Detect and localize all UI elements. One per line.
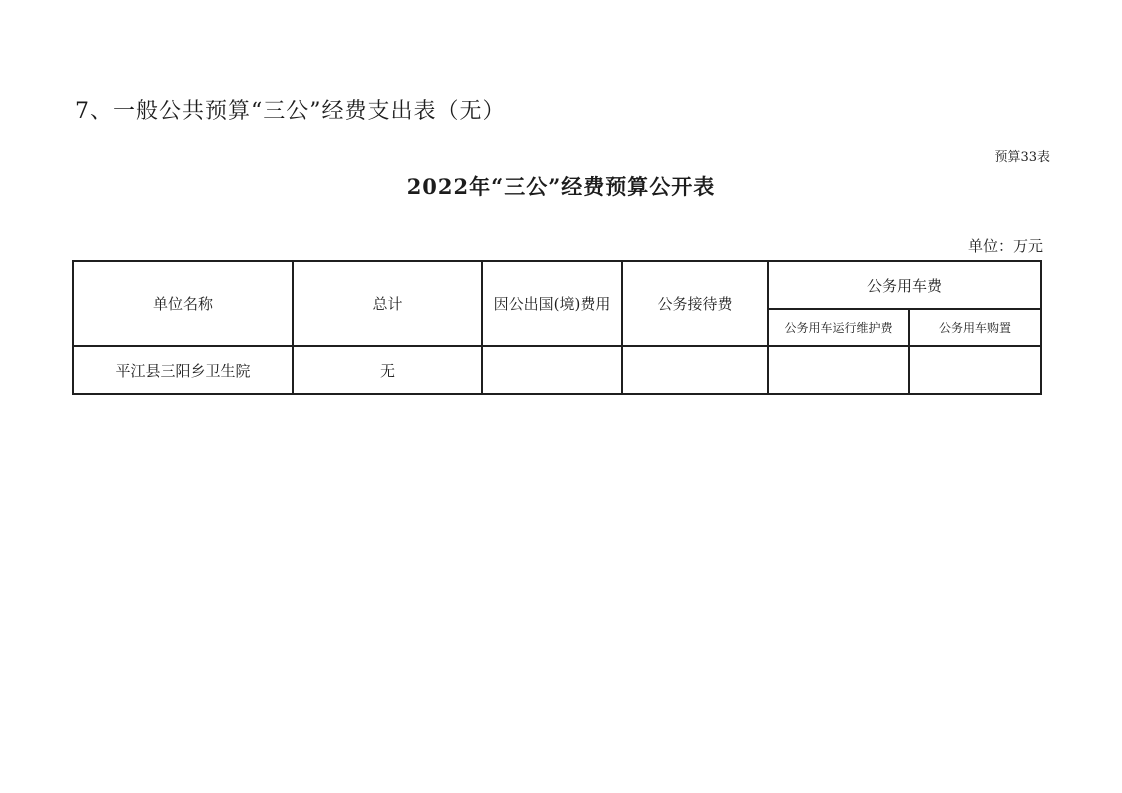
header-cell-total: 总计 [293, 261, 482, 346]
cell-vehicle-purchase [909, 346, 1041, 394]
cell-total: 无 [293, 346, 482, 394]
header-cell-abroad-fee: 因公出国(境)费用 [482, 261, 622, 346]
cell-abroad-fee [482, 346, 622, 394]
page-title: 2022年“三公”经费预算公开表 [406, 174, 716, 199]
header-cell-reception-fee: 公务接待费 [622, 261, 768, 346]
section-heading: 7、一般公共预算“三公”经费支出表（无） [75, 99, 506, 124]
table-row [73, 346, 1041, 394]
cell-vehicle-maintenance [768, 346, 909, 394]
cell-unit-name: 平江县三阳乡卫生院 [73, 346, 293, 394]
header-cell-vehicle-purchase: 公务用车购置 [909, 309, 1041, 346]
header-cell-unit-name: 单位名称 [73, 261, 293, 346]
cell-reception-fee [622, 346, 768, 394]
unit-label: 单位：万元 [967, 237, 1043, 255]
table-code-label: 预算33表 [994, 150, 1050, 165]
budget-table [72, 260, 1042, 395]
header-cell-vehicle-maintenance: 公务用车运行维护费 [768, 309, 909, 346]
header-cell-vehicle-fee-group: 公务用车费 [768, 261, 1041, 309]
